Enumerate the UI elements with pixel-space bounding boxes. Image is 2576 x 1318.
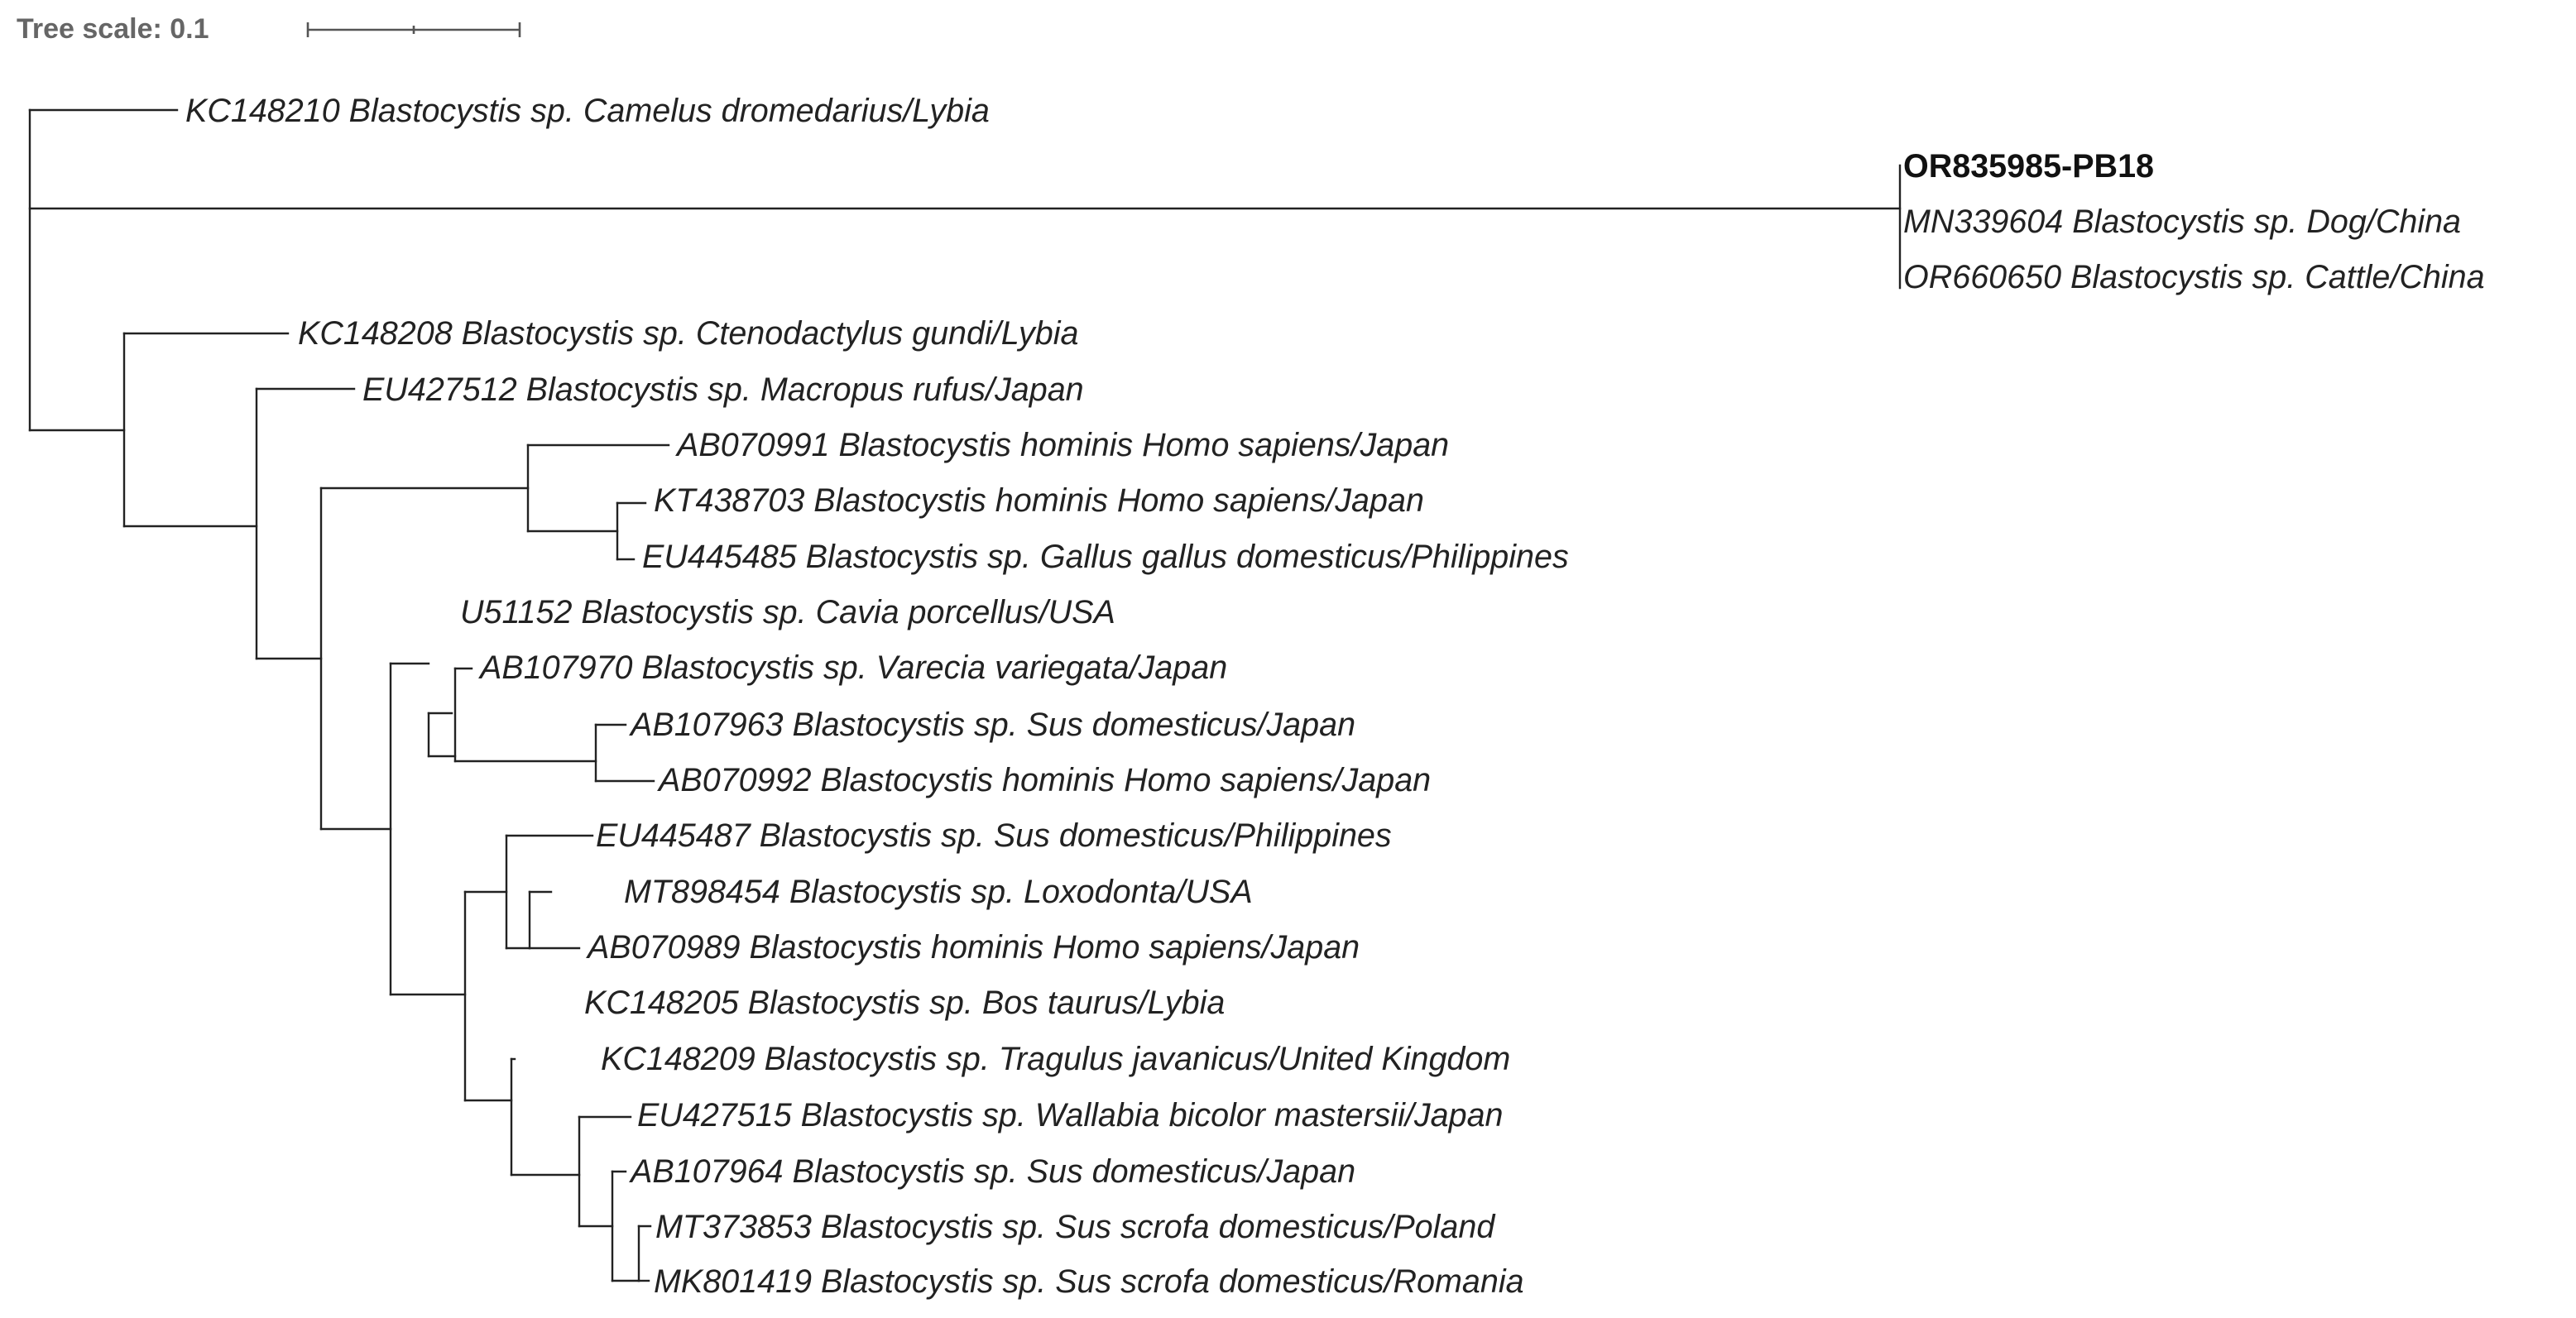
leaf-label-mt373853: MT373853 Blastocystis sp. Sus scrofa domesticus/Poland [655,1209,1495,1245]
leaf-label-eu427515: EU427515 Blastocystis sp. Wallabia bicolor mastersii/Japan [637,1097,1504,1133]
leaf-label-ab107970: AB107970 Blastocystis sp. Varecia variegata/Japan [480,649,1228,686]
leaf-label-ab070989: AB070989 Blastocystis hominis Homo sapiens/Japan [588,929,1360,966]
leaf-label-kc148205: KC148205 Blastocystis sp. Bos taurus/Lybia [584,985,1226,1021]
leaf-label-eu427512: EU427512 Blastocystis sp. Macropus rufus/Japan [362,371,1084,408]
leaf-label-or835985: OR835985-PB18 [1903,148,2155,185]
tree-scale [17,13,520,45]
leaf-labels [185,93,2485,1300]
tree-scale-label: Tree scale: 0.1 [17,13,209,45]
tree-scale-bar [308,22,520,37]
leaf-label-kt438703: KT438703 Blastocystis hominis Homo sapiens/Japan [654,482,1424,519]
leaf-label-or660650: OR660650 Blastocystis sp. Cattle/China [1903,259,2485,295]
leaf-label-mn339604: MN339604 Blastocystis sp. Dog/China [1903,204,2462,240]
leaf-label-mt898454: MT898454 Blastocystis sp. Loxodonta/USA [624,874,1253,910]
leaf-label-ab070991: AB070991 Blastocystis hominis Homo sapiens/Japan [677,427,1450,463]
leaf-label-ab107963: AB107963 Blastocystis sp. Sus domesticus/Japan [631,707,1356,743]
leaf-label-eu445485: EU445485 Blastocystis sp. Gallus gallus domesticus/Philippines [642,539,1569,575]
leaf-label-ab107964: AB107964 Blastocystis sp. Sus domesticus/Japan [631,1153,1356,1190]
leaf-label-kc148210: KC148210 Blastocystis sp. Camelus dromedarius/Lybia [185,93,990,129]
leaf-label-mk801419: MK801419 Blastocystis sp. Sus scrofa domesticus/Romania [654,1263,1524,1300]
leaf-label-ab070992: AB070992 Blastocystis hominis Homo sapiens/Japan [659,762,1432,798]
leaf-label-u51152: U51152 Blastocystis sp. Cavia porcellus/USA [460,594,1115,630]
leaf-label-kc148209: KC148209 Blastocystis sp. Tragulus javanicus/United Kingdom [601,1041,1511,1077]
leaf-label-kc148208: KC148208 Blastocystis sp. Ctenodactylus gundi/Lybia [298,315,1079,352]
leaf-label-eu445487: EU445487 Blastocystis sp. Sus domesticus/Philippines [596,817,1392,854]
